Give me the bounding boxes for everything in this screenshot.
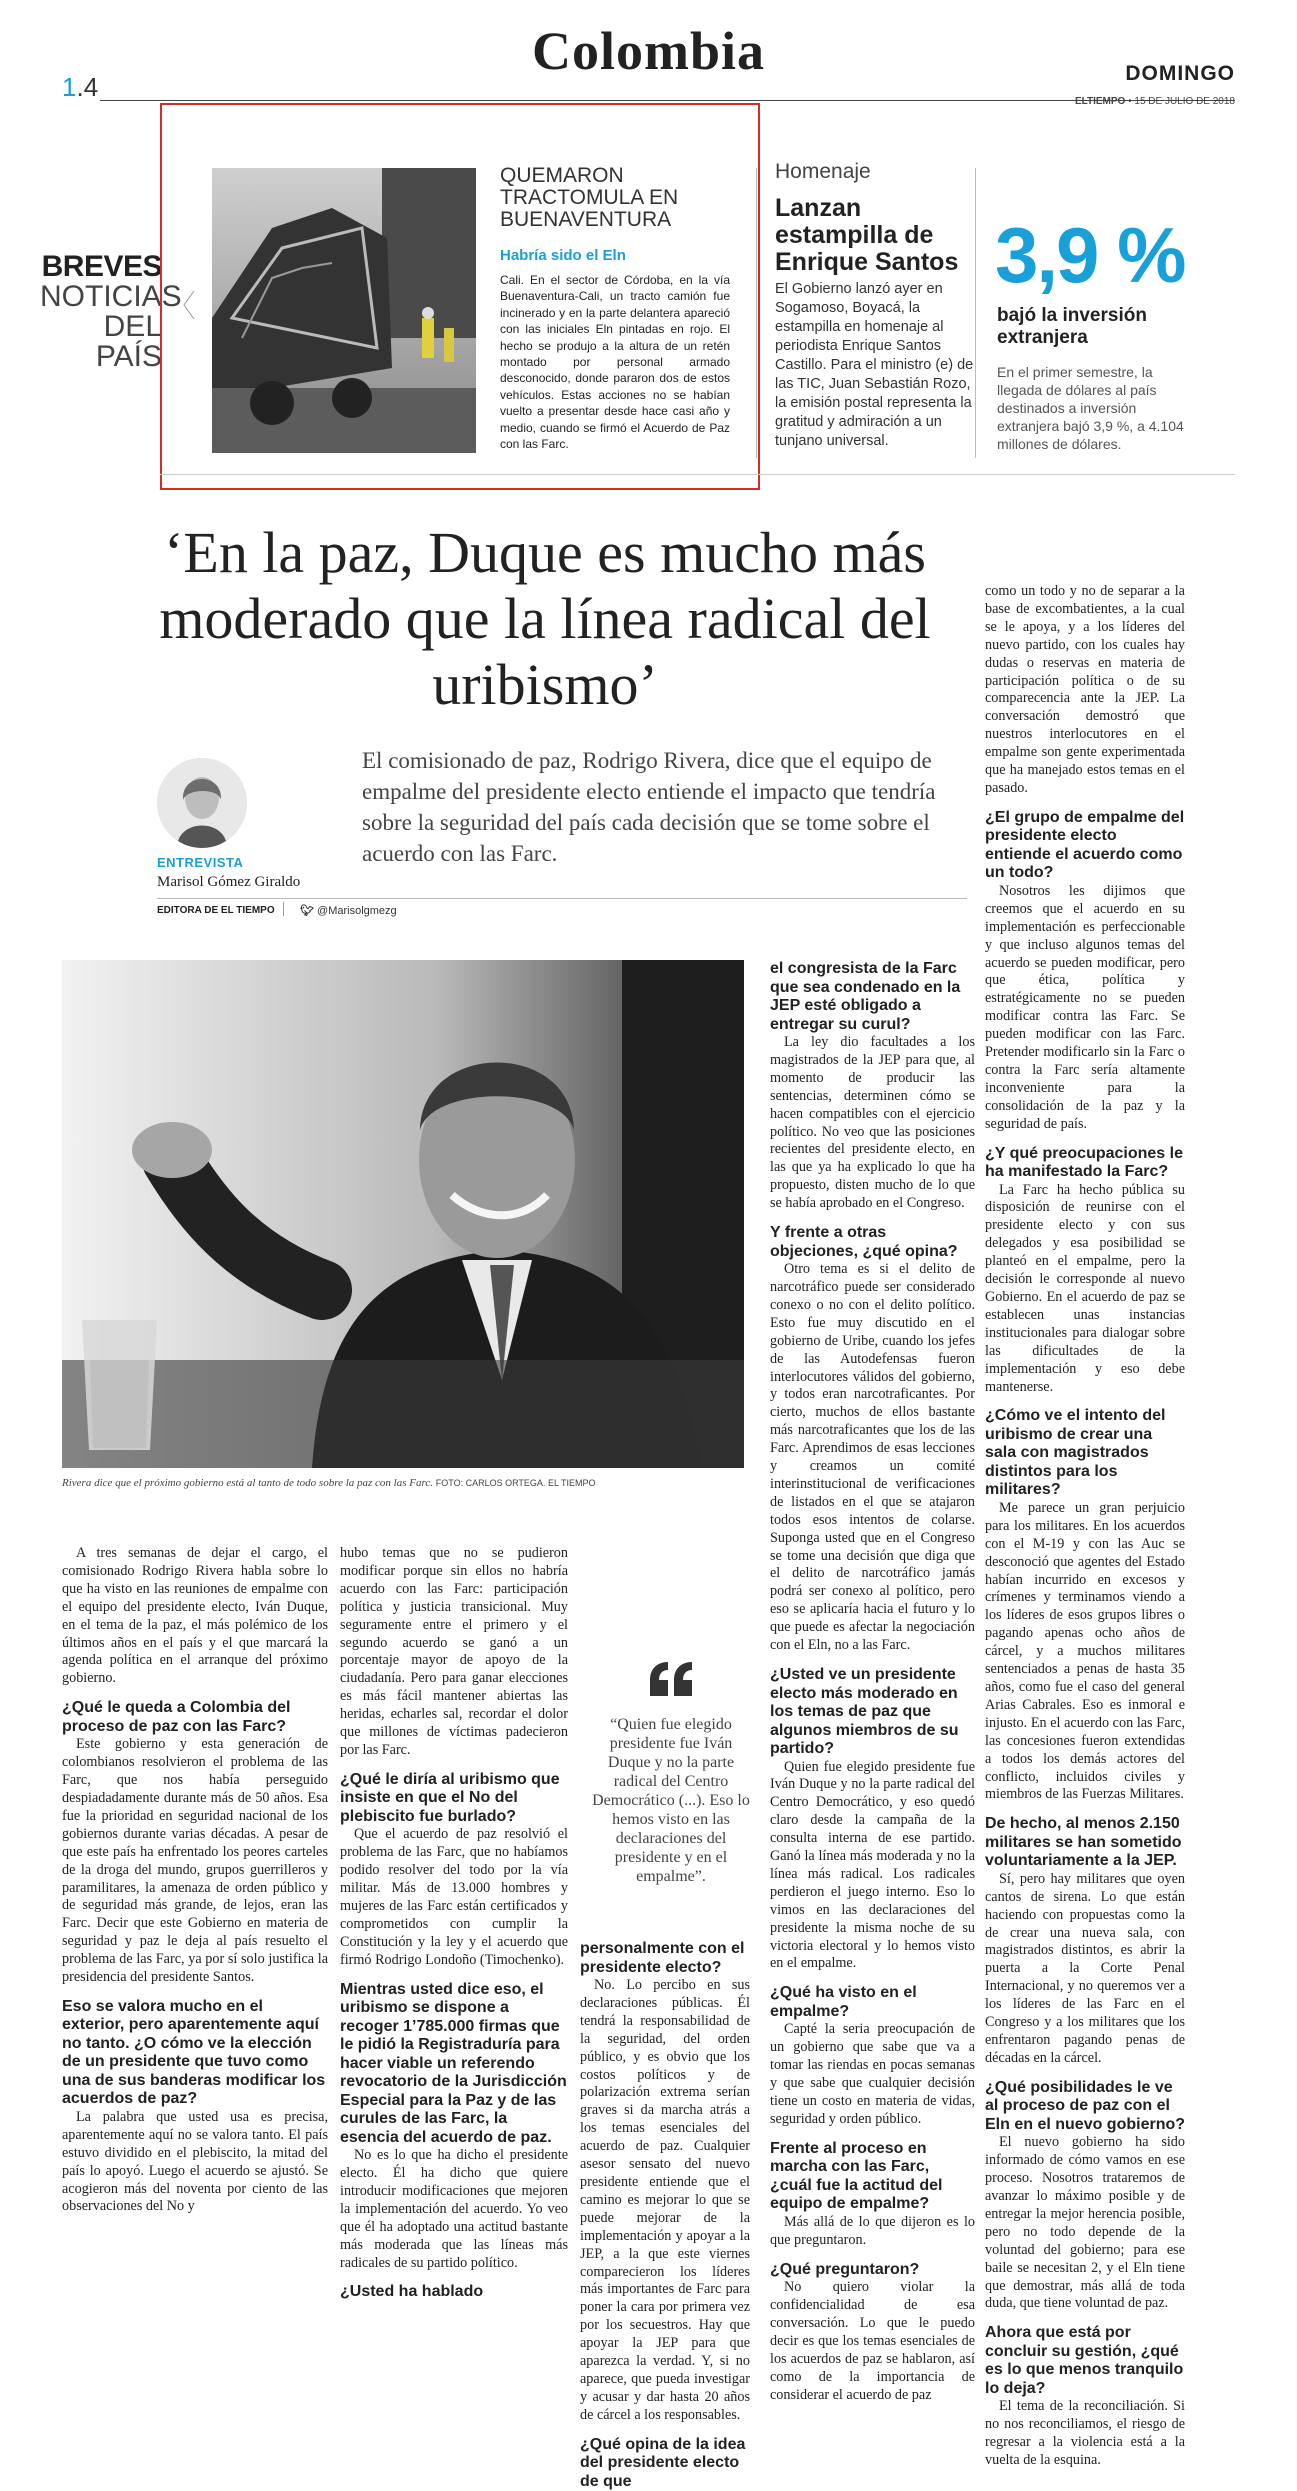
author-name: Marisol Gómez Giraldo xyxy=(157,874,301,890)
body-paragraph: hubo temas que no se pudieron modificar porque sin ellos no habría acuerdo con las Farc: participación política y justicia transicional. Muy seguramente entre el primero y el segundo acuerdo se ganó a un porcentaje mayor de apoyo de la ciudadanía. Pero para ganar elecciones es más fácil mantener abiertas las heridas, echarles sal, recordar el dolor que millones de víctimas padecieron por las Farc. xyxy=(340,1545,568,1758)
stat-body: En el primer semestre, la llegada de dólares al país destinados a inversión extranjera bajó 3,9 %, a 4.104 millones de dólares. xyxy=(997,364,1184,452)
column-divider xyxy=(756,168,757,458)
body-paragraph: El nuevo gobierno ha sido informado de cómo vamos en ese proceso. Nosotros trataremos de avanzar lo máximo posible y de entregar la mejor herencia posible, pero no todo depende de la voluntad del gobierno; para ese baile se necesitan 2, y el Eln tiene que demostrar, más allá de toda duda, que tiene voluntad de paz. xyxy=(985,2134,1185,2312)
interview-question: ¿Usted ha hablado xyxy=(340,2283,484,2301)
byline-rule xyxy=(157,898,967,899)
body-paragraph: No. Lo percibo en sus declaraciones públicas. Él tendrá la responsabilidad de la seguridad, del orden público, y es obvio que los costos políticos y de polarización extrema serían graves si da marcha atrás a los temas esenciales del acuerdo de paz. Cualquier asesor sensato del nuevo presidente entiende que el camino es mejorar lo que se puede mejorar de la implementación y apoyar a la JEP, a la que este viernes comparecieron los líderes más importantes de Farc para poner la cara por primera vez por los secuestros. Hay que apoyar la JEP para que aparezca la verdad. Y, si no aparece, que pueda investigar y acusar y dar hasta 20 años de cárcel a los responsables. xyxy=(580,1977,750,2423)
interview-question: Ahora que está por concluir su gestión, ¿qué es lo que menos tranquilo lo deja? xyxy=(985,2324,1184,2397)
body-column-4 xyxy=(770,960,975,2404)
interview-question: ¿Qué ha visto en el empalme? xyxy=(770,1984,917,2020)
body-paragraph: como un todo y no de separar a la base de excombatientes, a la cual se le apoya, y a los líderes del nuevo partido, con los cuales hay dudas o reservas en materia de participación política o de su comparecencia ante la JEP. La conversación demostró que nuestros interlocutores en el empalme son gente experimentada que ha manejado estos temas en el pasado. xyxy=(985,583,1185,796)
breves-line2: NOTICIAS xyxy=(40,280,182,313)
byline-separator xyxy=(283,902,284,916)
body-paragraph: La ley dio facultades a los magistrados de la JEP para que, al momento de producir las sentencias, determinen cómo se hacen compatibles con el ejercicio político. No veo que las posiciones recientes del presidente electo, en las que ya ha explicado lo que ha propuesto, disten mucho de lo que se había aprobado en el Congreso. xyxy=(770,1034,975,1212)
body-paragraph: La palabra que usted usa es precisa, aparentemente aquí no se valora tanto. El país estuvo dividido en el plebiscito, la mitad del país lo apoyó. Luego el acuerdo se ajustó. Se acogieron más del noventa por ciento de las observaciones del No y xyxy=(62,2108,328,2215)
interview-question: ¿Qué le diría al uribismo que insiste en que el No del plebiscito fue burlado? xyxy=(340,1770,560,1825)
author-twitter[interactable] xyxy=(300,904,397,917)
interview-question: ¿El grupo de empalme del presidente electo entiende el acuerdo como un todo? xyxy=(985,808,1185,882)
photo-caption xyxy=(62,1477,744,1489)
publisher: ELTIEMPO xyxy=(1074,96,1126,107)
pull-quote-text: “Quien fue elegido presidente fue Iván Duque y no la parte radical del Centro Democrático (...). Eso lo hemos visto en las declaraciones del presidente y en el empalme”. xyxy=(592,1716,750,1885)
day-of-week: DOMINGO xyxy=(1125,62,1235,85)
body-paragraph: Sí, pero hay militares que oyen cantos de sirena. Lo que están haciendo con propuestas como la de crear una nueva sala, con magistrados distintos, es abrir la puerta a la Corte Penal Internacional, y no queremos ver a los líderes de las Farc en el Congreso y a los militares que los enfrentaron pagando penas de décadas en la cárcel. xyxy=(985,1870,1185,2066)
stat-figure: 3,9 % xyxy=(995,211,1185,299)
breves-line1: BREVES xyxy=(41,250,162,283)
author-role: EDITORA DE EL TIEMPO xyxy=(157,905,275,916)
body-paragraph: El tema de la reconciliación. Si no nos reconciliamos, el riesgo de regresar a la violencia está a la vuelta de la esquina. xyxy=(985,2398,1185,2469)
interview-question: ¿Qué preguntaron? xyxy=(770,2260,920,2278)
breves-line3: DEL PAÍS xyxy=(95,310,162,373)
photo-credit: FOTO: CARLOS ORTEGA. EL TIEMPO xyxy=(435,1478,596,1488)
page-number-page: .4 xyxy=(76,72,99,102)
interview-question: el congresista de la Farc que sea condenado en la JEP esté obligado a entregar su curul? xyxy=(770,960,961,1033)
body-column-2 xyxy=(340,1545,568,2302)
body-paragraph: A tres semanas de dejar el cargo, el comisionado Rodrigo Rivera habla sobre lo que ha visto en las reuniones de empalme con el equipo del presidente electo, Iván Duque, en el tema de la paz, el más polémico de los últimos años en el país y el que marcará la agenda política en el arranque del próximo gobierno. xyxy=(62,1545,328,1687)
interview-question: ¿Qué opina de la idea del presidente electo de que xyxy=(580,2435,746,2490)
interview-question: Eso se valora mucho en el exterior, pero aparentemente aquí no tanto. ¿O cómo ve la elección de un presidente que tuvo como una de sus banderas modificar los acuerdos de paz? xyxy=(62,1997,326,2108)
pull-quote xyxy=(592,1658,750,1886)
body-paragraph: Que el acuerdo de paz resolvió el problema de las Farc, que no habíamos podido resolver del todo por la vía militar. Más de 13.000 hombres y mujeres de las Farc están certificados y comprometidos con cumplir la Constitución y la ley y el acuerdo que firmó Rodrigo Londoño (Timochenko). xyxy=(340,1826,568,1968)
body-paragraph: Más allá de lo que dijeron es lo que preguntaron. xyxy=(770,2213,975,2248)
interview-question: ¿Qué posibilidades le ve al proceso de paz con el Eln en el nuevo gobierno? xyxy=(985,2078,1186,2133)
interview-question: Y frente a otras objeciones, ¿qué opina? xyxy=(770,1224,958,1260)
interview-question: personalmente con el presidente electo? xyxy=(580,1940,745,1976)
body-column-1 xyxy=(62,1545,328,2216)
homenaje-title: Lanzan estampilla de Enrique Santos xyxy=(775,194,959,276)
interview-question: Frente al proceso en marcha con las Farc, ¿cuál fue la actitud del equipo de empalme? xyxy=(770,2139,943,2213)
interview-question: ¿Cómo ve el intento del uribismo de crear una sala con magistrados distintos para los militares? xyxy=(985,1407,1166,1499)
quote-mark-icon xyxy=(646,1658,696,1700)
body-paragraph: Capté la seria preocupación de un gobierno que sabe que va a tomar las riendas en pocas semanas y que sabe que cualquier decisión tiene un costo en materia de vidas, seguridad y orden público. xyxy=(770,2021,975,2127)
author-avatar xyxy=(157,758,247,848)
body-paragraph: Este gobierno y esta generación de colombianos resolvieron el problema de las Farc, que nos había perseguido despiadadamente durante más de 50 años. Esa fue la prioridad en seguridad nacional de los gobiernos durante varias décadas. A pesar de que este país ha enfrentado los peores carteles de la droga del mundo, grupos guerrilleros y paramilitares, la amenaza de orden público y de seguridad más grande, de lejos, eran las Farc. Decir que este Gobierno en materia de seguridad y paz le deja al país resuelto el problema de las Farc, ya por sí solo justifica la presidencia del presidente Santos. xyxy=(62,1736,328,1986)
body-paragraph: No quiero violar la confidencialidad de esa conversación. Lo que le puedo decir es que los temas esenciales de los acuerdos de paz se hablaron, así como de la importancia de considerar el acuerdo de paz xyxy=(770,2279,975,2403)
brief-subtitle: Habría sido el Eln xyxy=(500,247,626,264)
twitter-icon: 🐦︎ xyxy=(300,905,314,917)
body-paragraph: Quien fue elegido presidente fue Iván Duque y no la parte radical del Centro Democrático, y eso quedó claro desde la campaña de la consulta interna de ese partido. Ganó la línea más moderada y no la línea más radical. Los radicales perdieron el juego interno. Eso lo vimos en las declaraciones del presidente la misma noche de su victoria electoral y lo hemos visto en el empalme. xyxy=(770,1758,975,1972)
section-rule xyxy=(160,474,1235,475)
rivera-photo xyxy=(62,960,744,1468)
interview-question: ¿Qué le queda a Colombia del proceso de paz con las Farc? xyxy=(62,1699,291,1735)
breves-label xyxy=(40,250,182,373)
header-rule xyxy=(100,100,1235,101)
interview-kicker: ENTREVISTA xyxy=(157,855,244,870)
article-headline: ‘En la paz, Duque es mucho más moderado que la línea radical del uribismo’ xyxy=(159,520,931,717)
interview-question: ¿Usted ve un presidente electo más moderado en los temas de paz que algunos miembros de su partido? xyxy=(770,1666,959,1757)
caption-text: Rivera dice que el próximo gobierno está al tanto de todo sobre la paz con las Farc. xyxy=(62,1477,433,1489)
homenaje-kicker: Homenaje xyxy=(775,160,871,183)
stat-label: bajó la inversión extranjera xyxy=(997,305,1147,348)
body-paragraph: La Farc ha hecho pública su disposición de reunirse con el presidente electo y con sus delegados y esa posibilidad se planteó en el empalme, pero la decisión le corresponde al nuevo Gobierno. En el acuerdo de paz se establecen unas instancias institucionales para dialogar sobre las dificultades de la implementación y eso debe mantenerse. xyxy=(985,1181,1185,1395)
body-paragraph: Nosotros les dijimos que creemos que el acuerdo en su implementación es perfeccionable y que incluso algunos temas del acuerdo se pueden modificar, pero que ética, política y estratégicamente no se pueden modificar contra las Farc. Se pueden modificar con las Farc. Pretender modificarlo sin la Farc o contra la Farc sería altamente inconveniente para la consolidación de la paz y la seguridad de país. xyxy=(985,882,1185,1132)
brief-body: Cali. En el sector de Córdoba, en la vía Buenaventura-Cali, un tracto camión fue incinerado y en la parte delantera apareció con las iniciales Eln pintadas en rojo. El hecho se produjo a la altura de un retén montado por personal armado desconocido, donde pararon dos de estos vehículos. Estas acciones no se habían vuelto a presentar desde hace casi año y medio, cuando se firmó el Acuerdo de Paz con las Farc. xyxy=(500,273,730,452)
body-paragraph: Otro tema es si el delito de narcotráfico puede ser considerado conexo o no con el delito político. Esto fue muy discutido en el gobierno de Uribe, cuando los jefes de las Autodefensas fueron interlocutores válidos del gobierno, y todos eran narcotraficantes. Por cierto, muchos de ellos bastante más narcotraficantes que los de las Farc. Aprendimos de esas lecciones y creamos un comité interinstitucional de verificaciones de listados en el que se atajaron todos esos intentos de colarse. Suponga usted que en el Congreso se tome una decisión que diga que el delito de narcotráfico jamás podrá ser conexo al político, pero eso se aplicaría hacia el futuro y lo que puede es afectar la negociación con el Eln, no a las Farc. xyxy=(770,1261,975,1654)
body-column-3 xyxy=(580,1940,750,2491)
date: 15 DE JULIO DE 2018 xyxy=(1134,96,1235,107)
section-title: Colombia xyxy=(531,21,766,81)
interview-question: De hecho, al menos 2.150 militares se han sometido voluntariamente a la JEP. xyxy=(985,1815,1182,1870)
page-number-section: 1 xyxy=(62,72,77,102)
body-column-5 xyxy=(985,583,1185,2470)
interview-question: ¿Y qué preocupaciones le ha manifestado la Farc? xyxy=(985,1144,1183,1181)
body-paragraph: Me parece un gran perjuicio para los militares. En los acuerdos con el M-19 y con las Auc se desconoció que agentes del Estado habían incurrido en excesos y crímenes y terminamos viendo a los líderes de esos grupos libres o pagando apenas ocho años de cárcel, y a muchos militares sentenciados a penas de hasta 35 años, como fue el caso del general Arias Cabrales. Eso es inmoral e injusto. En el acuerdo con las Farc, las concesiones fueron extendidas a todos los demás actores del conflicto, incluidos civiles y miembros de las Fuerzas Militares. xyxy=(985,1499,1185,1803)
body-paragraph: No es lo que ha dicho el presidente electo. Él ha dicho que quiere introducir modificaciones que mejoren la implementación del acuerdo. Yo veo que él ha adoptado una actitud bastante más moderada que las líneas más radicales de su partido político. xyxy=(340,2147,568,2271)
truck-fire-photo xyxy=(212,168,476,453)
twitter-handle: @Marisolgmezg xyxy=(317,905,397,917)
brief-title: QUEMARON TRACTOMULA EN BUENAVENTURA xyxy=(500,164,679,231)
dateline: ELTIEMPO • 15 DE JULIO DE 2018 xyxy=(1074,96,1235,107)
column-divider xyxy=(975,168,976,458)
homenaje-body: El Gobierno lanzó ayer en Sogamoso, Boyacá, la estampilla en homenaje al periodista Enrique Santos Castillo. Para el ministro (e) de las TIC, Juan Sebastián Rozo, la emisión postal representa la gratitud y admiración a un tunjano universal. xyxy=(775,281,974,449)
article-deck: El comisionado de paz, Rodrigo Rivera, dice que el equipo de empalme del presidente electo entiende el impacto que tendría sobre la seguridad del país cada decisión que se tome sobre el acuerdo con las Farc. xyxy=(362,748,936,866)
interview-question: Mientras usted dice eso, el uribismo se dispone a recoger 1’785.000 firmas que le pidió la Registraduría para hacer viable un referendo revocatorio de la Jurisdicción Especial para la Paz y de las curules de las Farc, la esencia del acuerdo de paz. xyxy=(340,1980,567,2146)
